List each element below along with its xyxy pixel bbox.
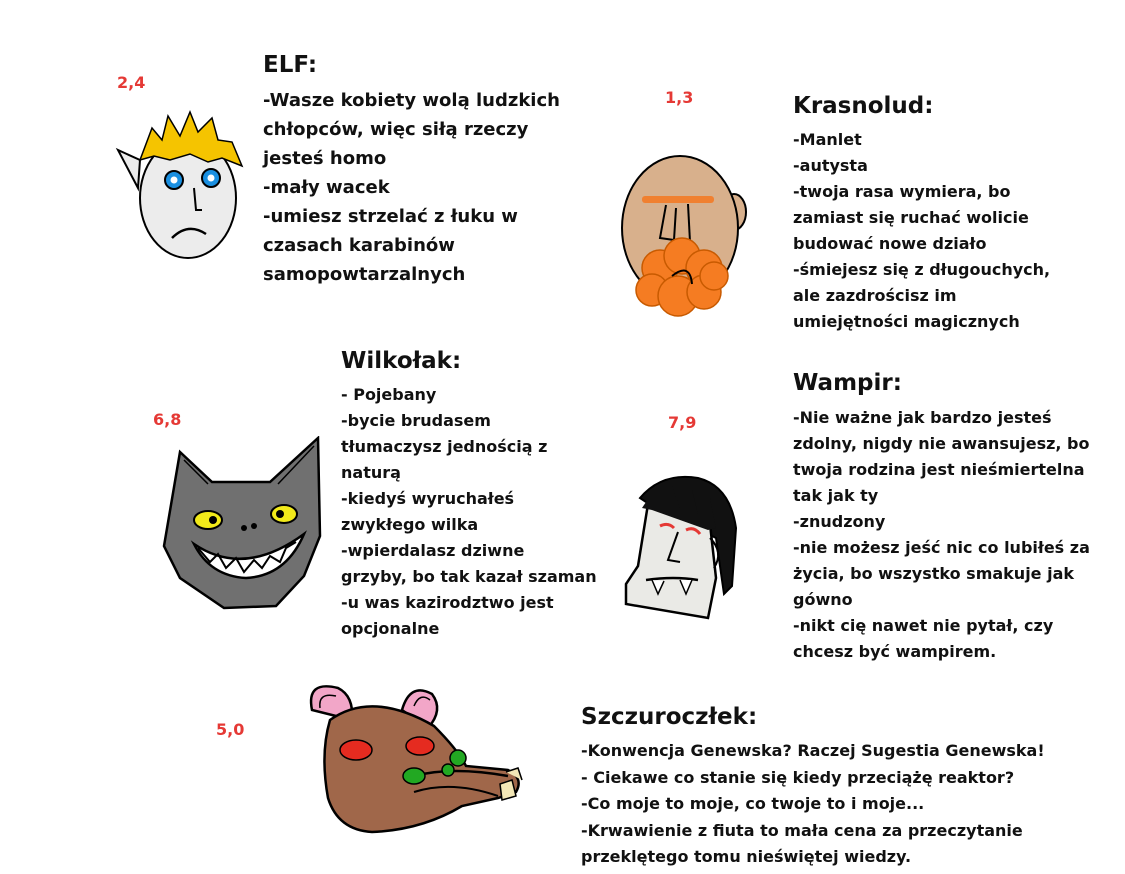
text-line: -Wasze kobiety wolą ludzkich xyxy=(263,90,560,111)
werewolf-score: 6,8 xyxy=(153,410,182,429)
ratman-score: 5,0 xyxy=(216,720,245,739)
text-line: -u was kazirodztwo jest xyxy=(341,593,554,612)
text-line: zwykłego wilka xyxy=(341,515,479,534)
dwarf-lines xyxy=(793,127,1050,335)
text-line: naturą xyxy=(341,463,401,482)
text-line: czasach karabinów xyxy=(263,235,455,256)
text-line: -Krwawienie z fiuta to mała cena za przeczytanie xyxy=(581,820,1023,840)
text-line: -kiedyś wyruchałeś xyxy=(341,489,515,508)
text-line: tak jak ty xyxy=(793,486,879,505)
elf-score: 2,4 xyxy=(117,73,146,92)
dwarf-title: Krasnolud: xyxy=(793,93,934,119)
elf-face-icon xyxy=(110,110,250,270)
text-line: -mały wacek xyxy=(263,177,390,198)
text-line: chłopców, więc siłą rzeczy xyxy=(263,119,529,140)
elf-title: ELF: xyxy=(263,52,318,78)
text-line: ale zazdrościsz im xyxy=(793,286,957,305)
text-line: -nie możesz jeść nic co lubiłeś za xyxy=(793,538,1090,557)
text-line: -twoja rasa wymiera, bo xyxy=(793,182,1011,201)
text-line: budować nowe działo xyxy=(793,234,987,253)
text-line: -Konwencja Genewska? Raczej Sugestia Genewska! xyxy=(581,741,1045,760)
text-line: -wpierdalasz dziwne xyxy=(341,541,525,560)
text-line: przeklętego tomu nieświętej wiedzy. xyxy=(581,847,912,866)
ratman-title: Szczuroczłek: xyxy=(581,704,758,730)
werewolf-lines xyxy=(341,382,597,642)
text-line: tłumaczysz jednością z xyxy=(341,437,548,456)
text-line: samopowtarzalnych xyxy=(263,264,466,285)
text-line: grzyby, bo tak kazał szaman xyxy=(341,567,597,586)
elf-lines xyxy=(263,86,560,289)
text-line: chcesz być wampirem. xyxy=(793,642,997,661)
text-line: -Co moje to moje, co twoje to i moje... xyxy=(581,794,925,813)
vampire-face-icon xyxy=(612,468,747,628)
text-line: -Manlet xyxy=(793,130,862,149)
dwarf-face-icon xyxy=(620,150,760,325)
text-line: życia, bo wszystko smakuje jak xyxy=(793,564,1075,583)
text-line: -nikt cię nawet nie pytał, czy xyxy=(793,616,1054,635)
text-line: - Ciekawe co stanie się kiedy przeciążę reaktor? xyxy=(581,767,1015,787)
werewolf-title: Wilkołak: xyxy=(341,348,462,374)
text-line: jesteś homo xyxy=(263,148,387,169)
text-line: opcjonalne xyxy=(341,619,440,638)
vampire-score: 7,9 xyxy=(668,413,697,432)
text-line: -umiesz strzelać z łuku w xyxy=(263,206,518,227)
text-line: -śmiejesz się z długouchych, xyxy=(793,260,1051,279)
text-line: -Nie ważne jak bardzo jesteś xyxy=(793,408,1052,427)
vampire-title: Wampir: xyxy=(793,370,902,396)
text-line: gówno xyxy=(793,590,853,609)
text-line: -bycie brudasem xyxy=(341,411,491,430)
text-line: umiejętności magicznych xyxy=(793,312,1020,331)
dwarf-score: 1,3 xyxy=(665,88,694,107)
ratman-face-icon xyxy=(302,680,532,840)
text-line: -autysta xyxy=(793,156,868,175)
vampire-lines xyxy=(793,405,1090,665)
text-line: -znudzony xyxy=(793,512,886,531)
text-line: zamiast się ruchać wolicie xyxy=(793,208,1029,227)
werewolf-face-icon xyxy=(158,436,330,616)
text-line: zdolny, nigdy nie awansujesz, bo xyxy=(793,434,1090,453)
text-line: twoja rodzina jest nieśmiertelna xyxy=(793,460,1085,479)
text-line: - Pojebany xyxy=(341,385,437,404)
ratman-lines xyxy=(581,738,1045,871)
